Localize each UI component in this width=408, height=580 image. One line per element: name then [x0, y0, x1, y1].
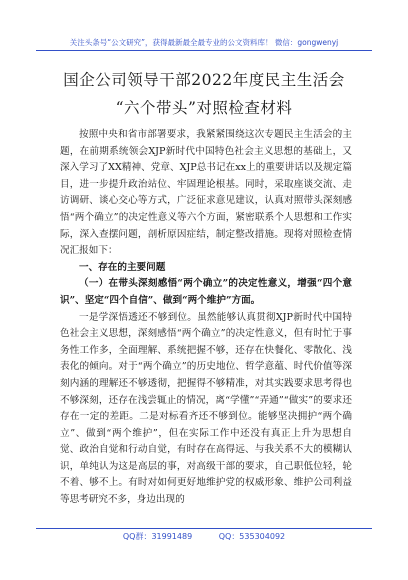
document-body: [60, 127, 352, 509]
document-title-line1: 国企公司领导干部2022年度民主生活会: [63, 71, 345, 89]
body-paragraph: 一是学深悟透还不够到位。虽然能够认真贯彻XJP新时代中国特色社会主义思想，深刻感悟“两个确立”的决定性意义，但有时忙于事务性工作多，全面理解、系统把握不够，还存在快餐化、零散化、浅表化的倾向。对于“两个确立”的历史地位、哲学意蕴、时代价值等深刻内涵的理解还不够透彻，把握得不够精准，对其实践要求思考得也不够深刻，还存在浅尝辄止的情况，离“学懂”“弄通”“做实”的要求还存在一定的差距。二是对标看齐还不够到位。能够坚决拥护“两个确立”、做到“两个维护”，但在实际工作中还没有真正上升为思想自觉、政治自觉和行动自觉，有时存在高得远、与我关系不大的模糊认识，单纯认为这是高层的事，对高级干部的要求，自己职低位轻，轮不着、够不上。有时对如何更好地维护党的权威形象、维护公司利益等思考研究不多，身边出现的: [60, 311, 352, 506]
footer-qq: QQ：535304092: [218, 532, 286, 541]
section-heading: 一、存在的主要问题: [79, 261, 166, 273]
document-title-line2: “六个带头”对照检查材料: [115, 99, 293, 117]
page-footer: [36, 528, 372, 543]
subsection-heading: （一）在带头深刻感悟“两个确立”的决定性意义，增强“四个意识”、坚定“四个自信”、做到“两个维护”方面。: [60, 278, 352, 306]
footer-qq-group: QQ群：31991489: [122, 532, 193, 541]
intro-paragraph: 按照中央和省市部署要求，我紧紧围绕这次专题民主生活会的主题，在前期系统领会XJP新时代中国特色社会主义思想的基础上，又深入学习了XX精神、党章、XJP总书记在xx上的重要讲话以及规定篇目，进一步提升政治站位、牢固理论根基。同时，采取座谈交流、走访调研、谈心交心等方式，广泛征求意见建议，认真对照带头深刻感悟“两个确立”的决定性意义等六个方面，紧密联系个人思想和工作实际，深入查摆问题，剖析原因症结，制定整改措施。现将对照检查情况汇报如下：: [60, 129, 352, 257]
page-header-promo: 关注头条号“公文研究”，获得最新最全最专业的公文资料库！ 微信：gongwenyj: [36, 36, 372, 51]
